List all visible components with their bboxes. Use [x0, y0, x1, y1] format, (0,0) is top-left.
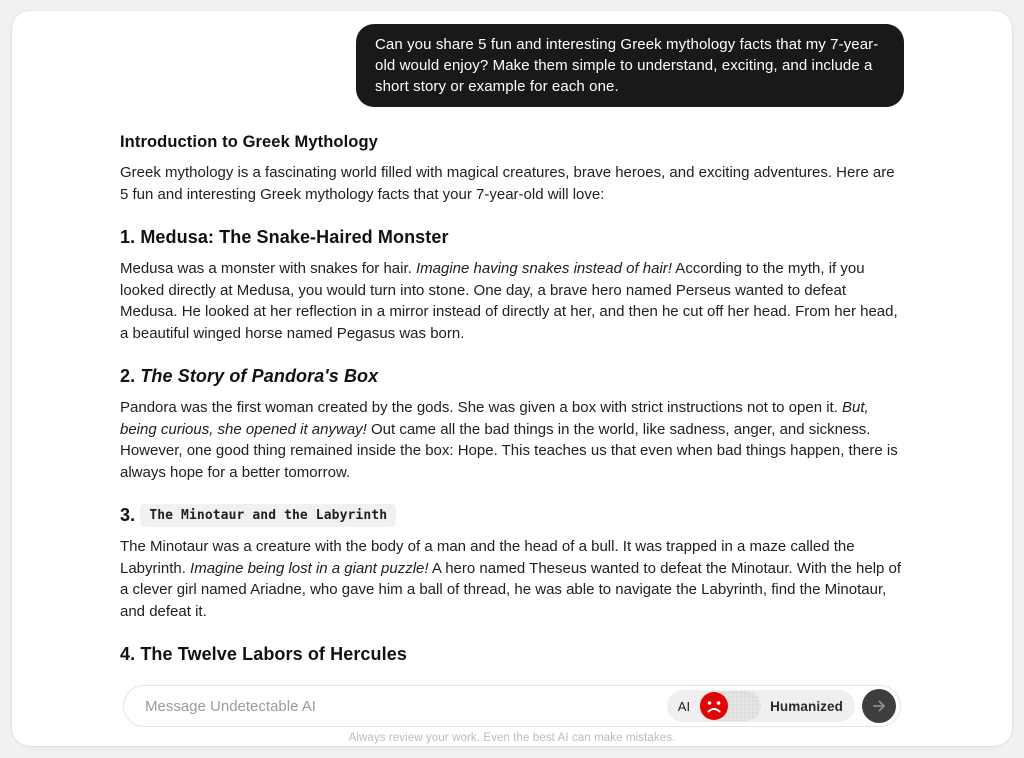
assistant-heading: [120, 133, 904, 152]
toggle-knob[interactable]: [700, 692, 728, 720]
text-run: The Minotaur and the Labyrinth: [140, 504, 396, 527]
user-message-row: [120, 24, 904, 107]
disclaimer-text: Always review your work. Even the best AI can make mistakes.: [348, 732, 676, 744]
text-run: 1. Medusa: The Snake-Haired Monster: [120, 227, 449, 247]
mode-toggle[interactable]: [667, 690, 855, 722]
text-run: Out came all the bad things in the world, like sadness, anger, and sickness. However, one good thing remained inside the box: Hope. This teaches us that even when bad things happen, there is always hope for a better tomorrow.: [120, 420, 898, 481]
assistant-paragraph: [120, 397, 904, 483]
chat-column: [120, 11, 904, 665]
assistant-heading: [120, 227, 904, 248]
text-run: Imagine having snakes instead of hair!: [415, 260, 672, 277]
assistant-paragraph: [120, 162, 904, 205]
toggle-track[interactable]: [699, 691, 761, 721]
composer-area: [12, 651, 1012, 746]
send-button[interactable]: [862, 689, 896, 723]
sad-face-icon: [700, 692, 728, 720]
composer-inner: [123, 685, 901, 744]
text-run: But, being curious, she opened it anyway!: [120, 399, 869, 438]
assistant-message: [120, 133, 904, 665]
assistant-heading: [120, 505, 904, 526]
chat-scroll-area[interactable]: [12, 11, 1012, 664]
assistant-paragraph: [120, 258, 904, 344]
message-input[interactable]: [124, 686, 667, 726]
send-arrow-icon: [870, 697, 888, 715]
chat-window: [12, 11, 1012, 746]
text-run: The Story of Pandora's Box: [140, 366, 379, 386]
text-run: 4. The Twelve Labors of Hercules: [120, 644, 407, 664]
humanized-mode-label[interactable]: Humanized: [770, 698, 843, 714]
text-run: According to the myth, if you looked directly at Medusa, you would turn into stone. One day, a brave hero named Perseus wanted to defeat Medusa. He looked at her reflection in a mirror instead of directly at her, and then he cut off her head. From her head, a beautiful winged horse named Pegasus was born.: [120, 260, 898, 342]
assistant-heading: [120, 366, 904, 387]
message-input-bar: [123, 685, 901, 727]
text-run: Introduction to Greek Mythology: [120, 133, 378, 151]
user-message-bubble: Can you share 5 fun and interesting Greek mythology facts that my 7-year-old would enjoy? Make them simple to understand, exciting, and include a short story or example for each one.: [356, 24, 904, 107]
text-run: 3.: [120, 505, 141, 525]
ai-mode-label[interactable]: AI: [677, 698, 691, 714]
text-run: Medusa was a monster with snakes for hair.: [120, 260, 416, 277]
text-run: Imagine being lost in a giant puzzle!: [190, 559, 429, 577]
text-run: The Minotaur was a creature with the body of a man and the head of a bull. It was trapped in a maze called the Labyrinth.: [120, 538, 855, 577]
text-run: 2.: [120, 366, 141, 386]
text-run: A hero named Theseus wanted to defeat the Minotaur. With the help of a clever girl named Ariadne, who gave him a ball of thread, he was able to navigate the Labyrinth, find the Minotaur, and defeat it.: [120, 559, 902, 620]
assistant-paragraph: [120, 536, 904, 622]
text-run: Greek mythology is a fascinating world filled with magical creatures, brave heroes, and exciting adventures. Here are 5 fun and interesting Greek mythology facts that your 7-year-old will love:: [120, 164, 895, 203]
text-run: Pandora was the first woman created by the gods. She was given a box with strict instructions not to open it.: [120, 399, 843, 416]
